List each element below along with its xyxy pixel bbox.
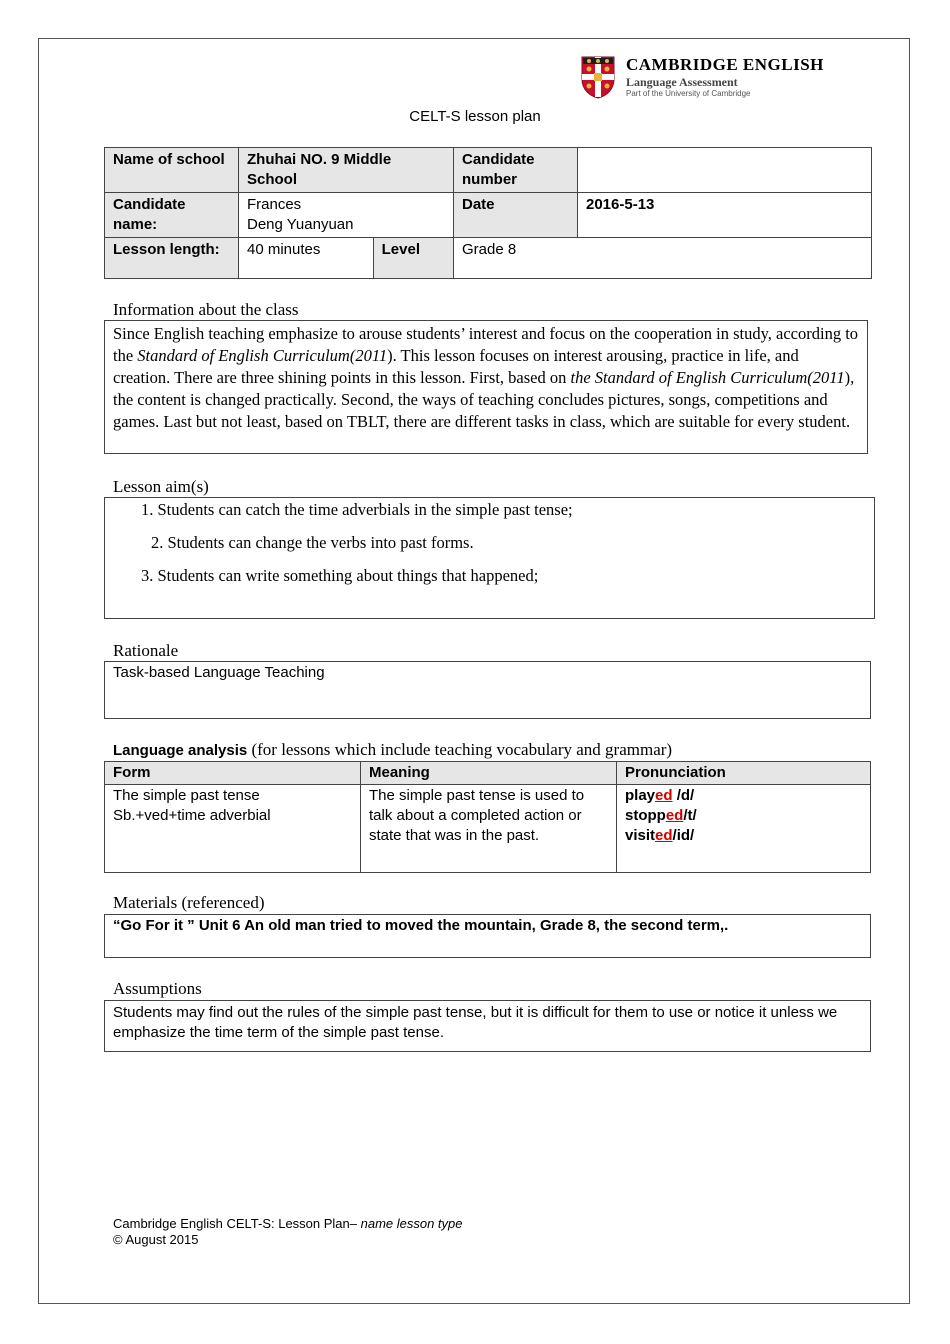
form-header: Form xyxy=(105,762,361,785)
class-info-text-1: Since English teaching emphasize to arouse students’ interest and focus on the cooperation in study, according to the xyxy=(113,324,859,365)
aim-item: 2. Students can change the verbs into past forms. xyxy=(151,533,474,552)
candidate-full-name: Deng Yuanyuan xyxy=(247,216,354,233)
date-value: 2016-5-13 xyxy=(578,193,872,238)
language-analysis-table xyxy=(104,761,871,873)
ending-sound: /id/ xyxy=(672,827,695,844)
level-label: Level xyxy=(373,238,453,279)
lesson-aims-box xyxy=(104,497,875,619)
school-value: Zhuhai NO. 9 Middle School xyxy=(239,148,454,193)
aim-item: 1. Students can catch the time adverbials in the simple past tense; xyxy=(141,500,573,519)
class-info-italic-1: Standard of English Curriculum(2011 xyxy=(137,346,388,365)
meaning-cell: The simple past tense is used to talk about a completed action or state that was in the past. xyxy=(361,785,617,873)
pronunciation-cell xyxy=(617,785,871,873)
footer-text: Cambridge English CELT-S: Lesson Plan– xyxy=(113,1216,361,1231)
logo-brand: CAMBRIDGE ENGLISH xyxy=(626,55,824,74)
materials-box: “Go For it ” Unit 6 An old man tried to moved the mountain, Grade 8, the second term,. xyxy=(104,914,871,958)
materials-label: Materials (referenced) xyxy=(113,893,265,912)
class-info-label: Information about the class xyxy=(113,300,299,319)
candidate-info-table xyxy=(104,147,872,279)
candidate-number-value xyxy=(578,148,872,193)
candidate-name-value xyxy=(239,193,454,238)
verb-ending: ed xyxy=(665,807,684,824)
lesson-length-label: Lesson length: xyxy=(105,238,239,279)
footer-lesson-type: name lesson type xyxy=(360,1216,463,1231)
pronunciation-item xyxy=(625,786,862,806)
pronunciation-header: Pronunciation xyxy=(617,762,871,785)
candidate-first-name: Frances xyxy=(247,196,302,213)
ending-sound: /t/ xyxy=(683,807,697,824)
date-label: Date xyxy=(454,193,578,238)
assumptions-box: Students may find out the rules of the simple past tense, but it is difficult for them to use or notice it unless we emphasize the time term of the simple past tense. xyxy=(104,1000,871,1052)
class-info-text-2: ). This lesson focuses on interest arousing, practice in life, and creation. There are three shining points in this lesson. First, based on xyxy=(113,346,799,387)
form-line: Sb.+ved+time adverbial xyxy=(113,807,271,824)
language-analysis-note: (for lessons which include teaching vocabulary and grammar) xyxy=(247,740,673,759)
level-value: Grade 8 xyxy=(454,238,872,279)
logo-tagline: Part of the University of Cambridge xyxy=(626,89,751,98)
logo-subtitle: Language Assessment xyxy=(626,75,738,89)
form-cell xyxy=(105,785,361,873)
form-line: The simple past tense xyxy=(113,787,260,804)
class-info-box xyxy=(104,320,868,454)
lesson-aims-label: Lesson aim(s) xyxy=(113,477,209,496)
class-info-italic-2: the Standard of English Curriculum(2011 xyxy=(570,368,845,387)
language-analysis-title: Language analysis xyxy=(113,742,248,759)
candidate-number-label: Candidate number xyxy=(454,148,578,193)
footer-copyright: © August 2015 xyxy=(113,1232,199,1247)
verb-stem: stopp xyxy=(625,807,666,824)
document-title: CELT-S lesson plan xyxy=(409,108,541,125)
class-info-text-3: ), the content is changed practically. Second, the ways of teaching concludes pictures, songs, competitions and games. Last but not least, based on TBLT, there are different tasks in class, which are suitable for every student. xyxy=(113,368,855,431)
verb-ending: ed xyxy=(655,827,673,844)
verb-stem: play xyxy=(625,787,656,804)
aim-item: 3. Students can write something about things that happened; xyxy=(141,566,539,585)
cambridge-logo xyxy=(580,55,850,101)
rationale-label: Rationale xyxy=(113,641,179,660)
ending-sound: /d/ xyxy=(672,787,695,804)
meaning-header: Meaning xyxy=(361,762,617,785)
cambridge-crest-icon xyxy=(580,55,616,99)
assumptions-label: Assumptions xyxy=(113,979,202,998)
rationale-box: Task-based Language Teaching xyxy=(104,661,871,719)
language-analysis-label xyxy=(113,740,672,760)
pronunciation-item xyxy=(625,826,862,846)
pronunciation-item xyxy=(625,806,862,826)
school-label: Name of school xyxy=(105,148,239,193)
candidate-name-label: Candidate name: xyxy=(105,193,239,238)
page-footer xyxy=(113,1216,463,1248)
verb-stem: visit xyxy=(625,827,656,844)
footer-line-1 xyxy=(113,1216,463,1232)
verb-ending: ed xyxy=(655,787,673,804)
lesson-length-value: 40 minutes xyxy=(239,238,374,279)
